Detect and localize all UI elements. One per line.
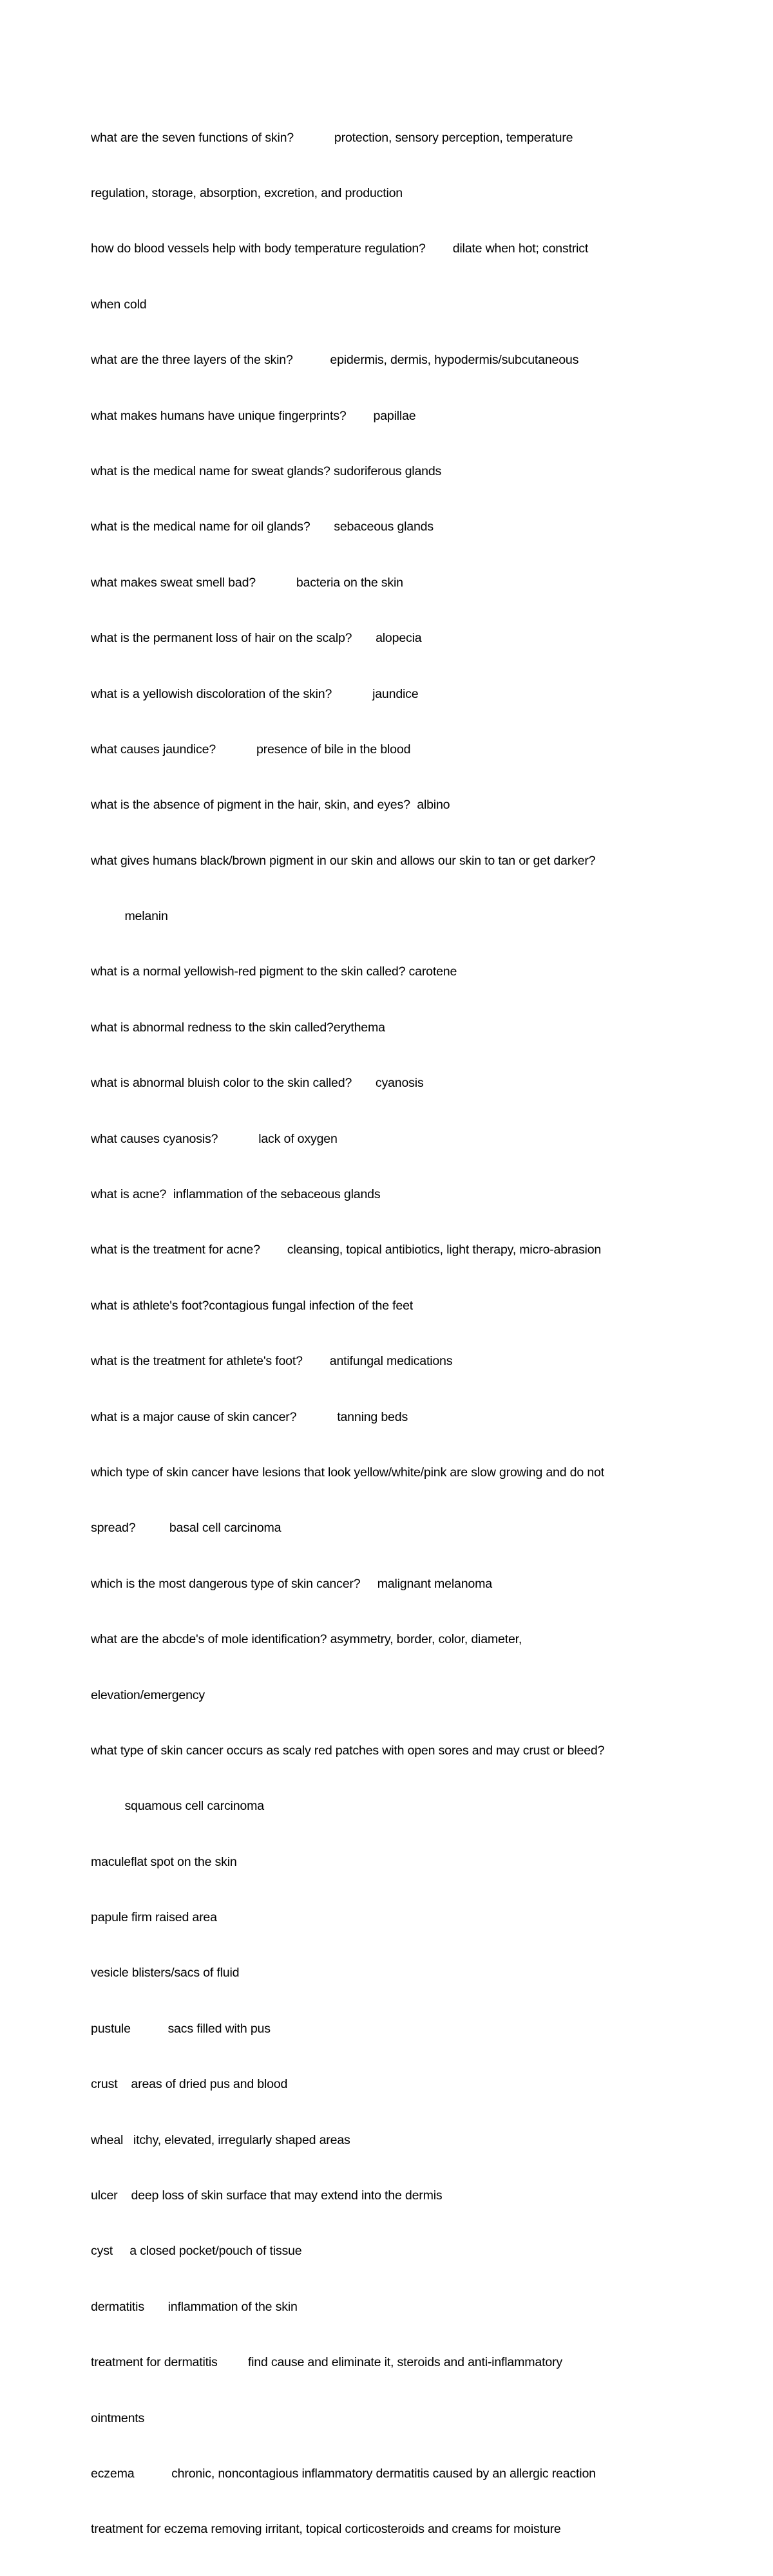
text-line: regulation, storage, absorption, excretion, and production [91, 185, 403, 200]
text-line: which is the most dangerous type of skin cancer? malignant melanoma [91, 1576, 492, 1591]
text-line: what makes humans have unique fingerprints? papillae [91, 408, 416, 423]
text-line: treatment for dermatitis find cause and eliminate it, steroids and anti-inflammatory [91, 2355, 562, 2370]
text-line: what is abnormal bluish color to the skin called? cyanosis [91, 1076, 424, 1091]
text-line: melanin [91, 909, 168, 924]
text-line: treatment for eczema removing irritant, topical corticosteroids and creams for moisture [91, 2522, 561, 2537]
text-line: what is the medical name for oil glands? sebaceous glands [91, 520, 434, 534]
text-line: what is the treatment for athlete's foot? antifungal medications [91, 1354, 453, 1369]
text-line: what is a yellowish discoloration of the skin? jaundice [91, 686, 419, 701]
text-line: what are the three layers of the skin? epidermis, dermis, hypodermis/subcutaneous [91, 353, 579, 368]
text-line: maculeflat spot on the skin [91, 1854, 237, 1869]
text-line: what is abnormal redness to the skin called?erythema [91, 1020, 385, 1035]
text-line: when cold [91, 297, 147, 312]
text-line: what gives humans black/brown pigment in our skin and allows our skin to tan or get darker? [91, 853, 596, 868]
text-line: eczema chronic, noncontagious inflammatory dermatitis caused by an allergic reaction [91, 2467, 596, 2481]
text-line: which type of skin cancer have lesions that look yellow/white/pink are slow growing and do not [91, 1465, 604, 1480]
text-line: what is the absence of pigment in the hair, skin, and eyes? albino [91, 798, 450, 813]
text-line: what is acne? inflammation of the sebaceous glands [91, 1187, 381, 1202]
text-line: papule firm raised area [91, 1910, 217, 1925]
text-line: what are the abcde's of mole identification? asymmetry, border, color, diameter, [91, 1632, 522, 1647]
text-line: pustule sacs filled with pus [91, 2021, 271, 2036]
text-line: squamous cell carcinoma [91, 1799, 264, 1814]
text-line: what is the medical name for sweat glands? sudoriferous glands [91, 464, 442, 478]
document-text [91, 91, 683, 2576]
text-line: spread? basal cell carcinoma [91, 1521, 282, 1536]
text-line: what causes cyanosis? lack of oxygen [91, 1131, 338, 1146]
text-line: what is athlete's foot?contagious fungal infection of the feet [91, 1298, 414, 1313]
text-line: elevation/emergency [91, 1688, 205, 1702]
text-line: what causes jaundice? presence of bile in the blood [91, 742, 411, 757]
text-line: vesicle blisters/sacs of fluid [91, 1966, 240, 1980]
text-line: what is the permanent loss of hair on the scalp? alopecia [91, 631, 422, 646]
text-line: how do blood vessels help with body temperature regulation? dilate when hot; constrict [91, 241, 589, 256]
text-line: what is the treatment for acne? cleansing, topical antibiotics, light therapy, micro-abrasion [91, 1243, 602, 1257]
text-line: ulcer deep loss of skin surface that may extend into the dermis [91, 2188, 443, 2203]
text-line: ointments [91, 2411, 145, 2425]
text-line: crust areas of dried pus and blood [91, 2077, 288, 2092]
text-line: dermatitis inflammation of the skin [91, 2299, 298, 2314]
text-line: cyst a closed pocket/pouch of tissue [91, 2244, 302, 2259]
text-line: what are the seven functions of skin? protection, sensory perception, temperature [91, 130, 573, 145]
text-line: what is a major cause of skin cancer? tanning beds [91, 1409, 408, 1424]
text-line: wheal itchy, elevated, irregularly shaped areas [91, 2132, 350, 2147]
text-line: what is a normal yellowish-red pigment to the skin called? carotene [91, 964, 457, 979]
text-line: what type of skin cancer occurs as scaly red patches with open sores and may crust or bleed? [91, 1743, 605, 1758]
text-line: what makes sweat smell bad? bacteria on the skin [91, 575, 403, 590]
